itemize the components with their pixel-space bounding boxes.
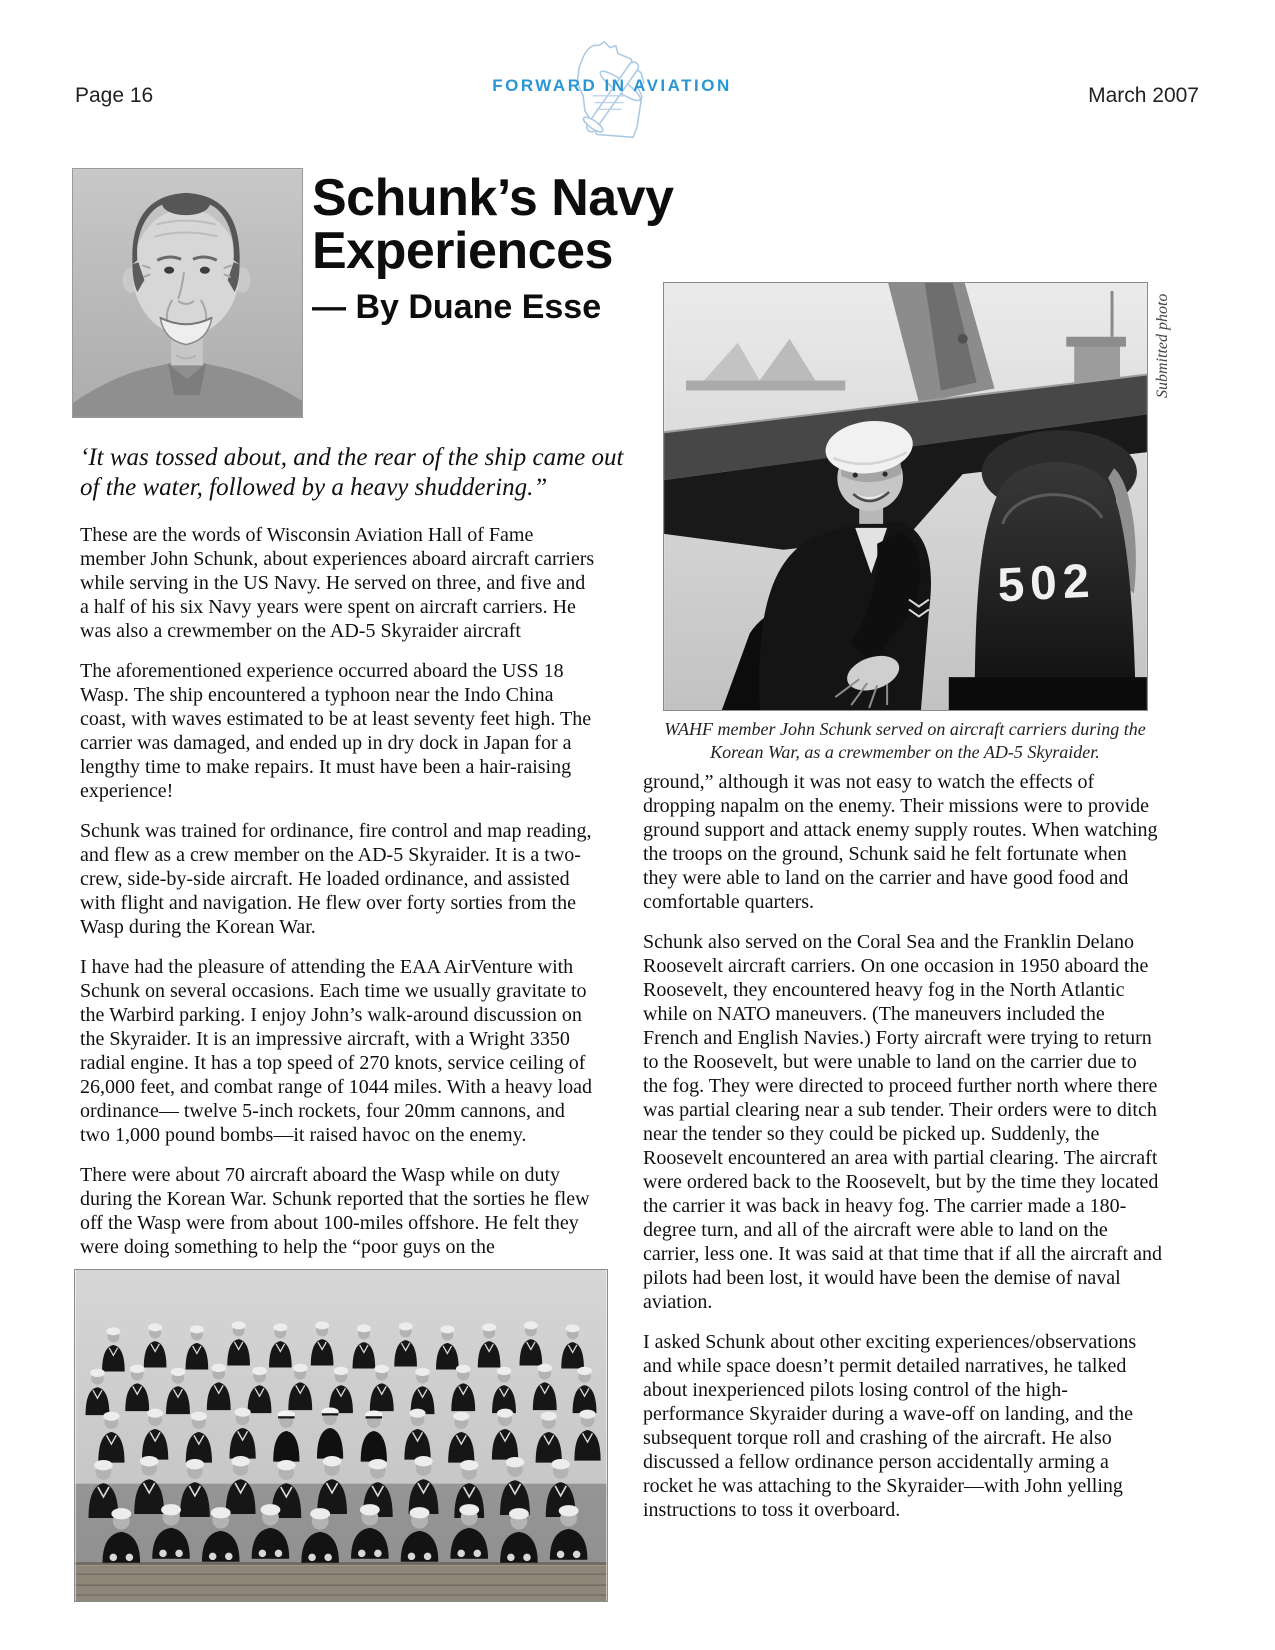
article-byline: — By Duane Esse — [312, 288, 602, 327]
newsletter-title: FORWARD IN AVIATION — [492, 76, 732, 95]
pull-quote: ‘It was tossed about, and the rear of the ship came out of the water, followed by a heavy shuddering.” — [80, 444, 624, 501]
issue-date-label: March 2007 — [1088, 84, 1199, 107]
body-paragraph: The aforementioned experience occurred aboard the USS 18 Wasp. The ship encountered a typhoon near the Indo China coast, with waves estimated to be at least seventy feet high. The carrier was damaged, and ended up in dry dock in Japan for a lengthy time to make repairs. It must have been a hair-raising experience! — [80, 660, 592, 802]
photo-credit: Submitted photo — [1154, 293, 1171, 398]
body-paragraph: I have had the pleasure of attending the EAA AirVenture with Schunk on several occasions. Each time we usually gravitate to the Warbird parking. I enjoy John’s walk-around discussion on the Skyraider. It is an impressive aircraft, with a Wright 3350 radial engine. It has a top speed of 270 knots, service ceiling of 26,000 feet, and combat range of 1044 miles. With a heavy load ordinance— twelve 5-inch rockets, four 20mm cannons, and two 1,000 pound bombs—it raised havoc on the enemy. — [80, 956, 593, 1146]
sailor-photo — [663, 282, 1148, 711]
article-title: Schunk’s Navy Experiences — [312, 169, 674, 281]
photo-caption: WAHF member John Schunk served on aircraft carriers during the Korean War, as a crewmember on the AD-5 Skyraider. — [664, 719, 1146, 762]
aircraft-number: 502 — [996, 554, 1097, 613]
portrait-photo — [72, 168, 303, 418]
group-photo — [74, 1269, 608, 1602]
body-paragraph: Schunk also served on the Coral Sea and the Franklin Delano Roosevelt aircraft carriers. On one occasion in 1950 aboard the Roosevelt, they encountered heavy fog in the North Atlantic while on NATO maneuvers. (The maneuvers included the French and English Navies.) Forty aircraft were trying to return to the Roosevelt, but were unable to land on the carrier due to the fog. They were directed to proceed further north where there was partial clearing near a sub tender. Their orders were to ditch near the tender so they could be picked up. Suddenly, the Roosevelt encountered an area with partial clearing. The aircraft were ordered back to the Roosevelt, but by the time they located the carrier it was back in heavy fog. The carrier made a 180-degree turn, and all of the aircraft were able to land on the carrier, less one. It was said at that time that if all the aircraft and pilots had been lost, it would have been the demise of naval aviation. — [643, 931, 1162, 1313]
body-paragraph: These are the words of Wisconsin Aviation Hall of Fame member John Schunk, about experiences aboard aircraft carriers while serving in the US Navy. He served on three, and five and a half of his six Navy years were spent on aircraft carriers. He was also a crewmember on the AD-5 Skyraider aircraft — [80, 524, 595, 642]
body-paragraph: ground,” although it was not easy to watch the effects of dropping napalm on the enemy. Their missions were to provide ground support and attack enemy supply routes. When watching the troops on the ground, Schunk said he felt fortunate when they were able to land on the carrier and have good food and comfortable quarters. — [643, 771, 1158, 913]
left-text-column — [80, 523, 598, 1275]
body-paragraph: I asked Schunk about other exciting experiences/observations and while space doesn’t permit detailed narratives, he talked about inexperienced pilots losing control of the high-performance Skyraider during a wave-off on landing, and the subsequent torque roll and crashing of the aircraft. He also discussed a fellow ordinance person accidentally arming a rocket he was attaching to the Skyraider—with John yelling instructions to toss it overboard. — [643, 1331, 1137, 1521]
right-text-column — [643, 770, 1163, 1538]
page-number-label: Page 16 — [75, 84, 154, 107]
airplane-sketch — [569, 49, 656, 144]
body-paragraph: There were about 70 aircraft aboard the Wasp while on duty during the Korean War. Schunk reported that the sorties he flew off the Wasp were from about 100-miles offshore. He felt they were doing something to help the “poor guys on the — [80, 1164, 590, 1258]
body-paragraph: Schunk was trained for ordinance, fire control and map reading, and flew as a crew member on the AD-5 Skyraider. It is a two-crew, side-by-side aircraft. He loaded ordinance, and assisted with flight and navigation. He flew over forty sorties from the Wasp during the Korean War. — [80, 820, 592, 938]
